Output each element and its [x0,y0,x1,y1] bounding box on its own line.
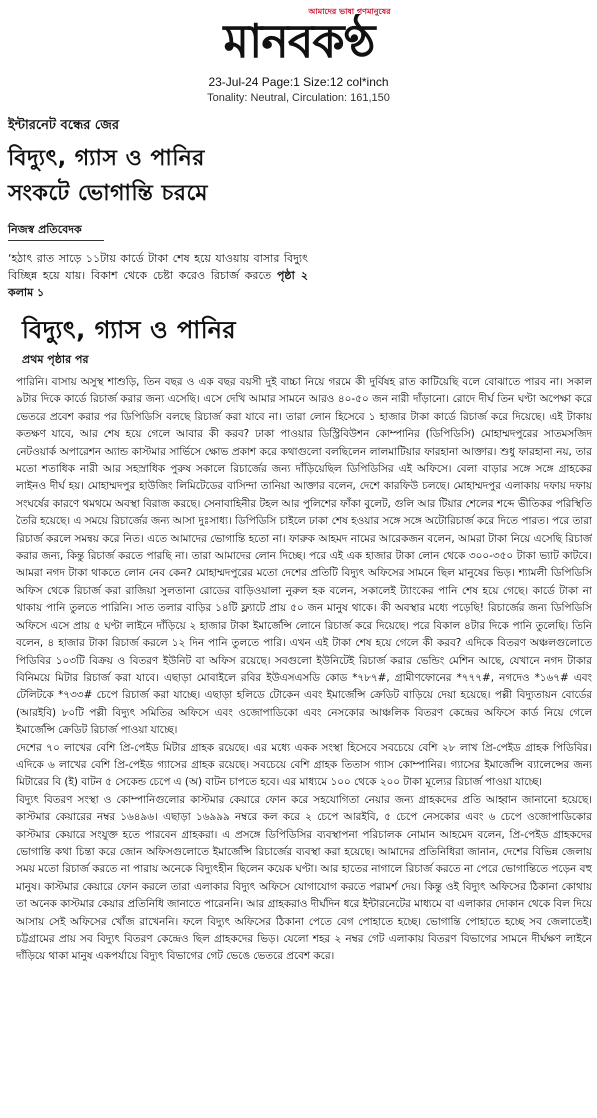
jump-reference: পৃষ্ঠা ২ কলাম ১ [8,269,309,299]
kicker: ইন্টারনেট বন্ধের জের [8,118,119,133]
headline-line-1: বিদ্যুৎ, গ্যাস ও পানির [8,146,205,171]
article-body [16,374,592,1118]
front-page-clip [8,116,309,299]
lede-paragraph [8,250,308,301]
continuation-clip [8,312,592,1118]
masthead [0,0,597,72]
continuation-headline: বিদ্যুৎ, গ্যাস ও পানির [22,316,237,344]
headline-line-2: সংকটে ভোগান্তি চরমে [8,181,209,206]
body-paragraph-1: পারিনি। বাসায় অসুস্থ শাশুড়ি, তিন বছর ও এক বছর বয়সী দুই বাচ্চা নিয়ে গরমে কী দুর্বিষহ রাত কাটিয়েছি বলে বোঝাতে পারব না। সকাল ৯টার দিকে কার্ডে রিচার্জ করার জন্য এসেছি। এসে দেখি আমার সামনে আরও ৪০-৫০ জন নারী দাঁড়ানো। রোদে দীর্ঘ তিন ঘণ্টা অপেক্ষা করে ভেতরে প্রবেশ করার পর ডিপিডিসি বলছে রিচার্জ করা যাবে না। তারা লোন হিসেবে ১ হাজার টাকা কার্ডে রিচার্জ করে দিয়েছে। এই টাকায় কতক্ষণ যাবে, আর শেষ হয়ে গেলে আবার কী করব? ঢাকা পাওয়ার ডিস্ট্রিবিউশন কোম্পানির (ডিপিডিসি) মোহাম্মদপুরের সাতমসজিদ নেটওয়ার্ক অপারেশন অ্যান্ড কাস্টমার সার্ভিসে ক্ষোভ প্রকাশ করে কথাগুলো বলছিলেন লালমাটিয়ার ফারহানা আক্তার। শুধু ফারহানা নয়, তার মতো শতাধিক নারী আর সহস্রাধিক পুরুষ সকালে রিচার্জের জন্য দাঁড়িয়েছিল ডিপিডিসির এই অফিসে। বেলা বাড়ার সঙ্গে সঙ্গে গ্রাহকের লাইনও দীর্ঘ হয়। মোহাম্মদপুর হাউজিং লিমিটেডের বাসিন্দা তানিয়া আক্তার বলেন, দেশে কারফিউ চলছে। মোহাম্মদপুর এলাকায় দফায় দফায় সংঘর্ষের কারণে থমথমে অবস্থা বিরাজ করছে। সেনাবাহিনীর টহল আর পুলিশের ফাঁকা বুলেট, গুলি আর টিয়ার শেলের শব্দে ভীতিকর পরিস্থিতি তৈরি হয়েছে। এ সময়ে রিচার্জের জন্য আসা দুঃসাধ্য। ডিপিডিসি চাইলে ঢাকা শেষ হওয়ার সঙ্গে সঙ্গে অটোরিচার্জ করে দিতে পারত। পরে তারা রিচার্জ করলে সমন্বয় করে নিত। এতে আমাদের ভোগান্তি হতো না। ফারুক আহমদ নামের আরেকজন বলেন, আমরা টাকা নিয়ে এসেছি রিচার্জ করার জন্য, কিন্তু রিচার্জ করতে পারছি না। তারা আমাদের লোন দিচ্ছে। পরে এই এক হাজার টাকা লোন থেকে ৩০০-৩৫০ টাকা ভ্যাট কাটবে। আমরা নগদ টাকা থাকতে লোন নেব কেন? মোহাম্মদপুরের মতো দেশের প্রতিটি বিদ্যুৎ অফিসের সামনে ছিল মানুষের ভিড়। শ্যামলী ডিপিডিসি অফিস থেকে রিচার্জ করা রাজিয়া সুলতানা রোডের বাড়িওয়ালা নুরুল হক বলেন, সকালেই ট্যাংকের পানি শেষ হয়ে গেছে। কার্ডে টাকা না থাকায় পানি তুলতে পারিনি। সাত তলার বাড়ির ১৪টি ফ্ল্যাটে প্রায় ৫০ জন মানুষ থাকে। কী অবস্থার মধ্যে পড়েছি! রিচার্জের জন্য ডিপিডিসি অফিসে এসে প্রায় ৫ ঘণ্টা লাইনে দাঁড়িয়ে ২ হাজার টাকা ইমার্জেন্সি লোনে রিচার্জ করে দিয়েছে। পরে বিকাল ৪টার দিকে পানি তুলেছি। তিনি বলেন, ৪ হাজার টাকা রিচার্জ করলে ১২ দিন পানি তুলতে পারি। এখন এই টাকা শেষ হয়ে গেলে কী করব? এদিকে বিতরণ অঞ্চলগুলোতে পিডিবির ১০৩টি বিক্রয় ও বিতরণ ইউনিট বা অফিস রয়েছে। সবগুলো ইউনিটেই রিচার্জ করার ভেন্ডিং মেশিন আছে, যেখানে নগদ টাকার বিনিময়ে মিটার রিচার্জ করা যাবে। এছাড়া মোবাইলে রবির ইউএসএসডি কোড *৭৮৭#, গ্রামীণফোনের *৭৭৭#, নগদেও *১৬৭# এবং টেলিটকে *৭৩৩# চেপে রিচার্জ করা যাচ্ছে। এছাড়া হলিডে টোকেন এবং ইমার্জেন্সি ক্রেডিট বাড়িয়ে দেয়া হয়েছে। পল্লী বিদ্যুতায়ন বোর্ডের (আরইবি) ৮০টি পল্লী বিদ্যুৎ সমিতির অফিসে এবং ওজোপাডিকো এবং নেসকোর আঞ্চলিক বিতরণ কেন্দ্রের অফিসে কার্ড নিয়ে গেলে ইমার্জেন্সি ক্রেডিট রিচার্জ পাওয়া যাচ্ছে। [16,376,592,737]
clip-meta-tonality: Tonality: Neutral, Circulation: 161,150 [207,92,390,104]
body-paragraph-2: দেশের ৭০ লাখের বেশি প্রি-পেইড মিটার গ্রাহক রয়েছে। এর মধ্যে একক সংস্থা হিসেবে সবচেয়ে বেশি ২৮ লাখ প্রি-পেইড গ্রাহক পিডিবির। এদিকে ৬ লাখের বেশি প্রি-পেইড গ্যাসের গ্রাহক রয়েছে। সবচেয়ে বেশি গ্রাহক তিতাস গ্যাস কোম্পানির। গ্যাসের ইমার্জেন্সি ব্যালেন্সের জন্য মিটারের বি (ই) বাটন ৫ সেকেন্ড চেপে এ (অ) বাটন চাপতে হবে। এর মাধ্যমে ১০০ থেকে ২০০ টাকা মূল্যের রিচার্জ পাওয়া যাচ্ছে। [16,741,592,789]
clip-meta-date-size: 23-Jul-24 Page:1 Size:12 col*inch [208,75,389,89]
body-paragraph-3: বিদ্যুৎ বিতরণ সংস্থা ও কোম্পানিগুলোর কাস্টমার কেয়ারে ফোন করে সহযোগিতা নেয়ার জন্য গ্রাহকদের প্রতি আহ্বান জানানো হয়েছে। কাস্টমার কেয়ারের নম্বর ১৬৪৯৬। এছাড়া ১৬৯৯৯ নম্বরে কল করে ২ চেপে আরইবি, ৫ চেপে নেসকোর এবং ৬ চেপে ওজোপাডিকোর কাস্টমার কেয়ারে সংযুক্ত হতে পারবেন গ্রাহকরা। এ প্রসঙ্গে ডিপিডিসির ব্যবস্থাপনা পরিচালক নোমান আহমেদ বলেন, প্রি-পেইড গ্রাহকদের ভোগান্তি কথা চিন্তা করে জোন অফিসগুলোতে ইমার্জেন্সি রিচার্জের ব্যবস্থা করা হয়েছে। আমাদের প্রতিনিধিরা জানান, দেশের বিভিন্ন জেলায় সময় মতো রিচার্জ করতে না পারায় অনেকে বিদ্যুৎহীন ছিলেন কয়েক ঘণ্টা। আর হাতের নাগালে রিচার্জ করতে না পেরে ভোগান্তিতে পড়েন বহু মানুষ। কাস্টমার কেয়ারে ফোন করলে তারা এলাকার বিদ্যুৎ অফিসে যোগাযোগ করতে পরামর্শ দেয়। কিন্তু ওই বিদ্যুৎ অফিসের ঠিকানা কোথায় তা অনেক কাস্টমার কেয়ার প্রতিনিধি জানাতে পারেননি। আর গ্রাহকরাও দীর্ঘদিন ধরে ইন্টারনেটের মাধ্যমে বা এলাকার দোকান থেকে বিল দিয়ে আসায় সেই অফিসের খোঁজ রাখেননি। ফলে বিদ্যুৎ অফিসের ঠিকানা পেতে বেগ পোহাতে হচ্ছে। ভোগান্তি পোহাতে হচ্ছে সব জেলাতেই। চট্টগ্রামের প্রায় সব বিদ্যুৎ বিতরণ কেন্দ্রেও ছিল গ্রাহকদের ভিড়। যেলো শহর ২ নম্বর গেট এলাকায় বিতরণ বিভাগের সামনে দীর্ঘক্ষণ লাইনে দাঁড়িয়ে থাকা মানুষ একপর্যায়ে বিদ্যুৎ বিভাগের গেট ভেঙে ভেতরে প্রবেশ করে। [16,793,592,963]
masthead-tagline: আমাদের ভাষা গণমানুষের [308,7,391,16]
byline: নিজস্ব প্রতিবেদক [8,223,82,236]
byline-divider [8,240,104,241]
lede-text: ‘হঠাৎ রাত সাড়ে ১১টায় কার্ডে টাকা শেষ হয়ে যাওয়ায় বাসার বিদ্যুৎ বিচ্ছিন্ন হয়ে যায়। বিকাশ থেকে চেষ্টা করেও রিচার্জ করতে [8,252,308,282]
continuation-label: প্রথম পৃষ্ঠার পর [22,353,89,366]
newspaper-logo: মানবকণ্ঠ [223,14,375,68]
